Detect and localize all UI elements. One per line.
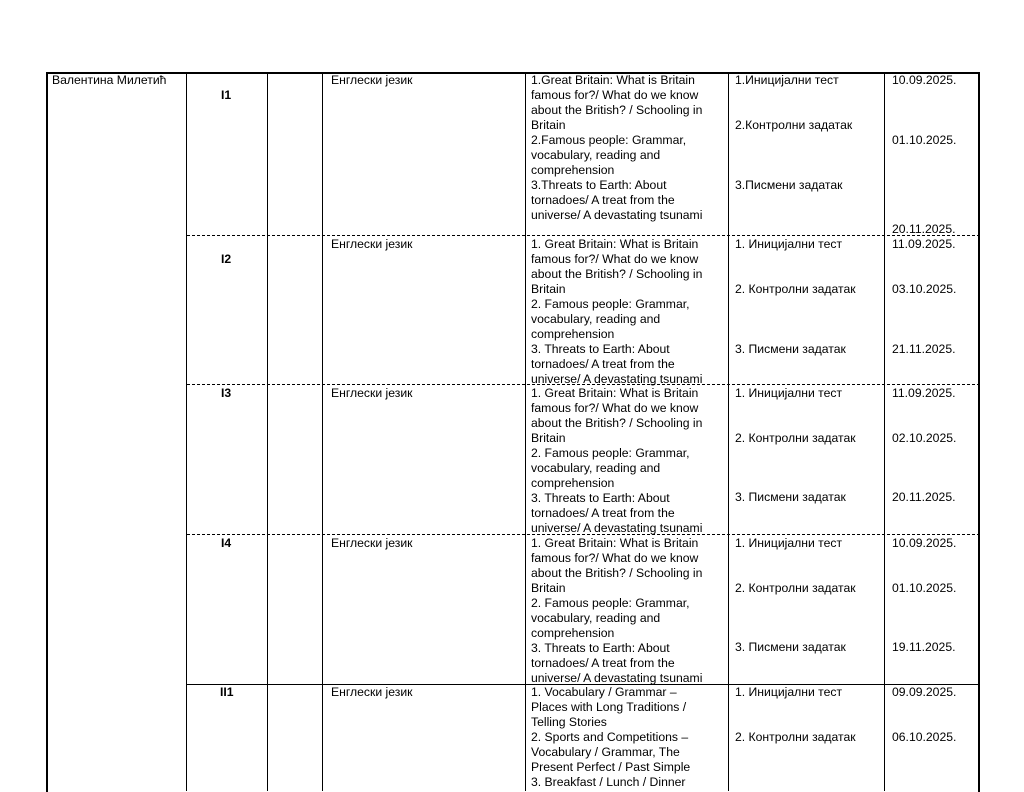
topic-line: comprehension [531,163,615,177]
topic-line: vocabulary, reading and [531,148,661,162]
topic-line: tornadoes/ A treat from the [531,193,675,207]
topic-line: Britain [531,282,566,296]
topic-line: universe/ A devastating tsunami [531,372,703,386]
topic-line: 1. Great Britain: What is Britain [531,386,699,400]
class-label: I2 [221,252,232,266]
topic-line: vocabulary, reading and [531,611,661,625]
test-date: 06.10.2025. [892,730,957,744]
test-type: 3.Писмени задатак [735,178,843,192]
topic-line: about the British? / Schooling in [531,267,703,281]
class-label: II1 [220,685,234,699]
topic-line: 1.Great Britain: What is Britain [531,73,695,87]
topic-line: famous for?/ What do we know [531,252,699,266]
topic-line: 2. Famous people: Grammar, [531,446,690,460]
test-type: 1.Иницијални тест [735,73,839,87]
topic-line: comprehension [531,327,615,341]
topic-line: famous for?/ What do we know [531,88,699,102]
topic-line: 2.Famous people: Grammar, [531,133,687,147]
test-date: 19.11.2025. [892,640,956,654]
topic-line: Britain [531,581,566,595]
topic-line: universe/ A devastating tsunami [531,208,703,222]
test-date: 10.09.2025. [892,536,957,550]
subject-cell: Енглески језик [331,386,413,400]
test-type: 2.Контролни задатак [735,118,853,132]
topic-line: about the British? / Schooling in [531,103,703,117]
topic-line: comprehension [531,476,615,490]
subject-cell: Енглески језик [331,685,413,699]
topic-line: 2. Sports and Competitions – [531,730,689,744]
test-type: 2. Контролни задатак [735,431,856,445]
topic-line: about the British? / Schooling in [531,566,703,580]
topic-line: tornadoes/ A treat from the [531,357,675,371]
test-date: 20.11.2025. [892,222,956,236]
topic-line: Telling Stories [531,715,607,729]
test-type: 3. Писмени задатак [735,490,846,504]
topic-line: vocabulary, reading and [531,312,661,326]
test-date: 10.09.2025. [892,73,957,87]
topic-line: Places with Long Traditions / [531,700,687,714]
topic-line: vocabulary, reading and [531,461,661,475]
topic-line: 1. Great Britain: What is Britain [531,237,699,251]
test-type: 2. Контролни задатак [735,282,856,296]
topic-line: comprehension [531,626,615,640]
test-type: 1. Иницијални тест [735,386,843,400]
class-label: I3 [221,386,232,400]
test-date: 21.11.2025. [892,342,956,356]
class-label: I1 [221,88,232,102]
topic-line: 3. Threats to Earth: About [531,491,670,505]
topic-line: famous for?/ What do we know [531,551,699,565]
subject-cell: Енглески језик [331,237,413,251]
topic-line: 2. Famous people: Grammar, [531,596,690,610]
test-date: 01.10.2025. [892,133,957,147]
topic-line: 3. Threats to Earth: About [531,641,670,655]
topic-line: universe/ A devastating tsunami [531,671,703,685]
test-type: 1. Иницијални тест [735,237,843,251]
topic-line: 3. Threats to Earth: About [531,342,670,356]
test-date: 03.10.2025. [892,282,957,296]
topic-line: about the British? / Schooling in [531,416,703,430]
topic-line: tornadoes/ A treat from the [531,506,675,520]
test-date: 20.11.2025. [892,490,956,504]
topic-line: Britain [531,118,566,132]
topic-line: Britain [531,431,566,445]
teacher-name: Валентина Милетић [52,73,167,87]
topic-line: famous for?/ What do we know [531,401,699,415]
test-type: 3. Писмени задатак [735,342,846,356]
topic-line: 2. Famous people: Grammar, [531,297,690,311]
topic-line: 3.Threats to Earth: About [531,178,667,192]
subject-cell: Енглески језик [331,73,413,87]
test-date: 01.10.2025. [892,581,957,595]
test-type: 2. Контролни задатак [735,581,856,595]
row-separator [187,235,980,236]
topic-line: tornadoes/ A treat from the [531,656,675,670]
topic-line: 3. Breakfast / Lunch / Dinner [531,775,686,789]
test-type: 2. Контролни задатак [735,730,856,744]
test-type: 3. Писмени задатак [735,640,846,654]
topic-line: 1. Great Britain: What is Britain [531,536,699,550]
test-date: 02.10.2025. [892,431,957,445]
test-type: 1. Иницијални тест [735,536,843,550]
topic-line: 1. Vocabulary / Grammar – [531,685,677,699]
class-label: I4 [221,536,232,550]
topic-line: Present Perfect / Past Simple [531,760,691,774]
test-date: 11.09.2025. [892,237,956,251]
test-date: 11.09.2025. [892,386,956,400]
test-date: 09.09.2025. [892,685,957,699]
test-type: 1. Иницијални тест [735,685,843,699]
topic-line: Vocabulary / Grammar, The [531,745,680,759]
topic-line: universe/ A devastating tsunami [531,521,703,535]
subject-cell: Енглески језик [331,536,413,550]
